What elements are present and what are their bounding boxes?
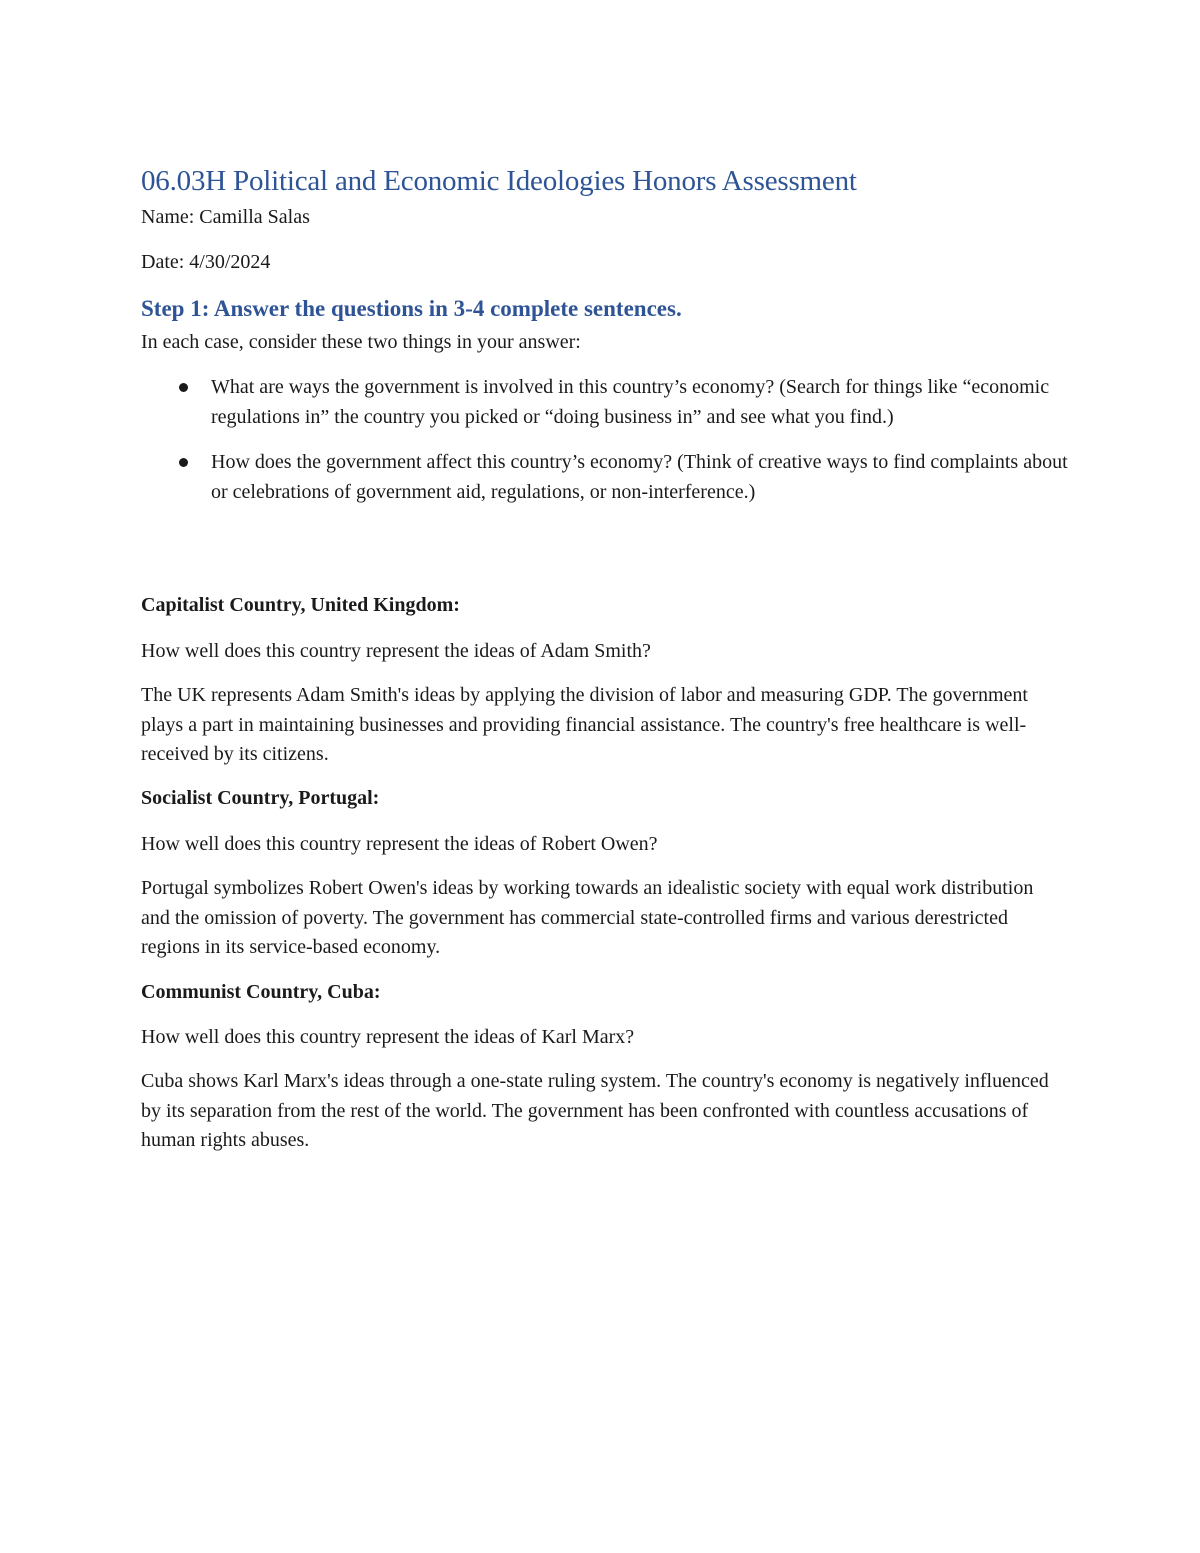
instruction-bullet-list [141, 372, 1071, 522]
instruction-bullet [141, 372, 1071, 432]
section-heading-capitalist: Capitalist Country, United Kingdom: [141, 594, 460, 616]
section-question-communist: How well does this country represent the ideas of Karl Marx? [141, 1026, 635, 1048]
instructions-intro: In each case, consider these two things in your answer: [141, 331, 581, 353]
document-title: 06.03H Political and Economic Ideologies Honors Assessment [141, 165, 857, 197]
student-name: Name: Camilla Salas [141, 206, 310, 228]
bullet-text: What are ways the government is involved in this country’s economy? (Search for things like “economic regulations in” the country you picked or “doing business in” and see what you find.) [211, 376, 1050, 428]
section-answer-communist: Cuba shows Karl Marx's ideas through a one-state ruling system. The country's economy is negatively influenced by its separation from the rest of the world. The government has been confronted with countless accusations of human rights abuses. [141, 1070, 1049, 1151]
submission-date: Date: 4/30/2024 [141, 251, 271, 273]
section-heading-socialist: Socialist Country, Portugal: [141, 787, 380, 809]
bullet-text: How does the government affect this country’s economy? (Think of creative ways to find complaints about or celebrations of government aid, regulations, or non-interference.) [211, 451, 1068, 503]
section-answer-socialist: Portugal symbolizes Robert Owen's ideas by working towards an idealistic society with equal work distribution and the omission of poverty. The government has commercial state-controlled firms and various derestricted regions in its service-based economy. [141, 877, 1034, 958]
bullet-dot-icon [179, 383, 188, 392]
section-heading-communist: Communist Country, Cuba: [141, 981, 381, 1003]
section-question-capitalist: How well does this country represent the ideas of Adam Smith? [141, 640, 651, 662]
instruction-bullet [141, 447, 1071, 507]
step-1-heading: Step 1: Answer the questions in 3-4 complete sentences. [141, 296, 682, 321]
section-question-socialist: How well does this country represent the ideas of Robert Owen? [141, 833, 658, 855]
bullet-dot-icon [179, 458, 188, 467]
section-answer-capitalist: The UK represents Adam Smith's ideas by applying the division of labor and measuring GDP. The government plays a part in maintaining businesses and providing financial assistance. The country's free healthcare is well-received by its citizens. [141, 684, 1028, 765]
